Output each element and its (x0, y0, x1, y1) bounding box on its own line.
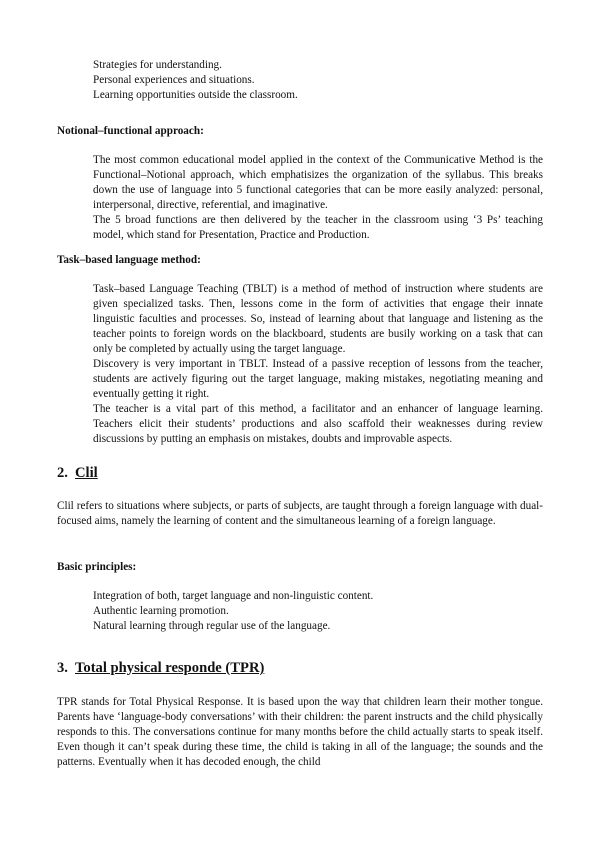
list-item: Authentic learning promotion. (93, 605, 229, 617)
task-body (93, 282, 543, 447)
notional-body (93, 153, 543, 243)
top-list (93, 58, 533, 103)
paragraph: The most common educational model applied in the context of the Communicative Method is the Functional–Notional approach, which emphatisizes the organization of the syllabus. This breaks down the use of language into 5 functional categories that can be more easily analyzed: personal, interpersonal, directive, referential, and imaginative. (93, 154, 543, 211)
list-item: Personal experiences and situations. (93, 74, 255, 86)
list-item: Natural learning through regular use of the language. (93, 620, 331, 632)
list-item: Integration of both, target language and non-linguistic content. (93, 590, 374, 602)
paragraph: The teacher is a vital part of this method, a facilitator and an enhancer of language learning. Teachers elicit their students’ productions and also scaffold their weaknesses during review discussions by putting an emphasis on mistakes, doubts and improvable aspects. (93, 403, 543, 445)
paragraph: Discovery is very important in TBLT. Instead of a passive reception of lessons from the teacher, students are actively figuring out the target language, making mistakes, negotiating meaning and eventually getting it right. (93, 358, 543, 400)
list-item: Learning opportunities outside the classroom. (93, 89, 298, 101)
paragraph: The 5 broad functions are then delivered by the teacher in the classroom using ‘3 Ps’ teaching model, which stand for Presentation, Practice and Production. (93, 214, 543, 241)
principles-heading: Basic principles: (57, 561, 137, 573)
list-item: Strategies for understanding. (93, 59, 222, 71)
section-title: Total physical responde (TPR) (75, 660, 265, 676)
section-heading-clil (57, 465, 98, 482)
section-number: 3. (57, 660, 68, 676)
tpr-paragraph: TPR stands for Total Physical Response. It is based upon the way that children learn their mother tongue. Parents have ‘language-body conversations’ with their children: the parent instructs and the child physically responds to this. The conversations continue for many months before the child actually starts to speak itself. Even though it can’t speak during these time, the child is taking in all of the language; the sounds and the patterns. Eventually when it has decoded enough, the child (57, 696, 543, 768)
notional-heading: Notional–functional approach: (57, 125, 204, 137)
section-heading-tpr (57, 660, 264, 677)
task-heading: Task–based language method: (57, 254, 201, 266)
section-number: 2. (57, 465, 68, 481)
clil-paragraph: Clil refers to situations where subjects, or parts of subjects, are taught through a foreign language with dual-focused aims, namely the learning of content and the simultaneous learning of a foreign language. (57, 500, 543, 527)
principles-list (93, 589, 533, 634)
section-title: Clil (75, 465, 98, 481)
paragraph: Task–based Language Teaching (TBLT) is a method of method of instruction where students are given specialized tasks. Then, lessons come in the form of activities that engage their innate linguistic faculties and processes. So, instead of learning about that language and listening as the teacher points to foreign words on the blackboard, students are busily working on a task that can only be completed by actually using the target language. (93, 283, 543, 355)
